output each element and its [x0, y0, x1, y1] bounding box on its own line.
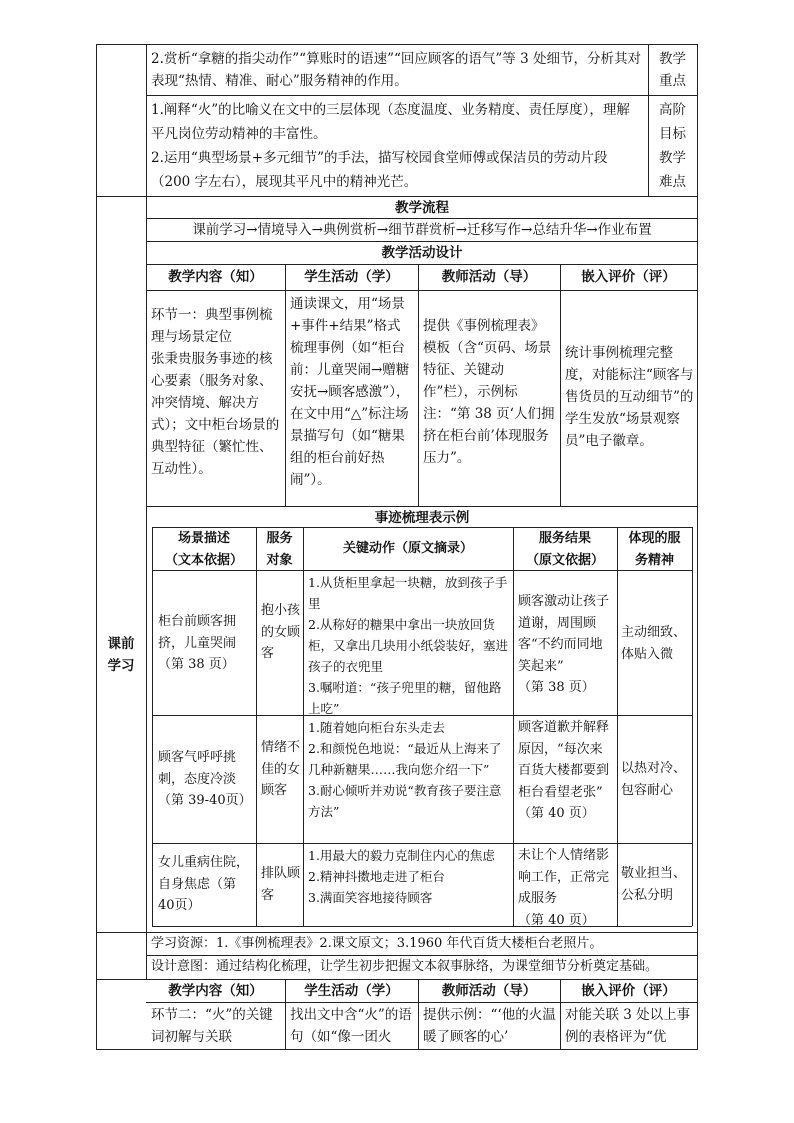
example-row2-target: 情绪不佳的女顾客 — [261, 740, 301, 798]
header-eval: 嵌入评价（评） — [581, 269, 676, 285]
example-header-result: 服务结果 （原文依据） — [525, 531, 604, 568]
example-title: 事迹梳理表示例 — [374, 510, 470, 526]
example-row1-spirit: 主动细致、体贴入微 — [621, 625, 687, 662]
example-row1-actions: 1.从货柜里拿起一块糖，放到孩子手里 2.从称好的糖果中拿出一块放回货柜，又拿出几块用小纸袋装好，塞进孩子的衣兜里 3.嘱咐道：“孩子兜里的糖，留他路上吃” — [308, 575, 509, 716]
stage1-teacher: 提供《事例梳理表》模板（含“页码、场景特征、关键动作”栏），示例标注：“第 38 页‘人们拥挤在柜台前’体现服务压力”。 — [423, 318, 555, 466]
example-header-spirit: 体现的服 务精神 — [628, 531, 681, 568]
example-row1-scene: 柜台前顾客拥挤，儿童哭闹 （第 38 页） — [158, 614, 237, 672]
example-row3-actions: 1.用最大的毅力克制住内心的焦虑 2.精神抖擞地走进了柜台 3.满面笑容地接待顾客 — [308, 848, 495, 905]
example-row3-target: 排队顾客 — [261, 866, 301, 903]
example-row1-result: 顾客激动让孩子道谢，周围顾客“不约而同地笑起来” （第 38 页） — [518, 594, 610, 695]
stage1-eval: 统计事例梳理完整度，对能标注“顾客与售货员的互动细节”的学生发放“场景观察员”电子徽章。 — [565, 345, 694, 449]
example-row3-scene: 女儿重病住院，自身焦虑（第 40页） — [158, 855, 250, 913]
stage2-row — [146, 1003, 697, 1049]
example-row3-spirit: 敬业担当、公私分明 — [621, 866, 687, 903]
example-header-actions: 关键动作（原文摘录） — [342, 541, 473, 556]
learning-resources: 学习资源：1.《事例梳理表》2.课文原文；3.1960 年代百货大楼柜台老照片。 — [151, 936, 603, 951]
header2-teacher: 教师活动（导） — [441, 983, 537, 999]
example-row2-scene: 顾客气呼呼挑刺，态度冷淡 （第 39-40页） — [158, 750, 252, 808]
example-row2-spirit: 以热对冷、包容耐心 — [621, 761, 687, 798]
flow-steps: 课前学习→情境导入→典例赏析→细节群赏析→迁移写作→总结升华→作业布置 — [192, 222, 652, 238]
header-teacher: 教师活动（导） — [441, 269, 537, 285]
stage1-content: 环节一：典型事例梳理与场景定位 张秉贵服务事迹的核心要素（服务对象、冲突情境、解决方式）；文中柜台场景的典型特征（繁忙性、互动性）。 — [151, 307, 280, 477]
header-student: 学生活动（学） — [304, 269, 399, 285]
stage2-student: 找出文中含“火”的语句（如“像一团火 — [290, 1007, 412, 1045]
header-content: 教学内容（知） — [168, 269, 263, 285]
flow-title: 教学流程 — [395, 200, 449, 216]
design-title: 教学活动设计 — [381, 245, 463, 261]
example-row3-result: 未让个人情绪影响工作，正常完成服务 （第 40 页） — [518, 848, 610, 928]
example-header-scene: 场景描述 （文本依据） — [164, 531, 243, 568]
header2-student: 学生活动（学） — [304, 983, 399, 999]
header2-eval: 嵌入评价（评） — [581, 983, 676, 999]
key-point-label: 教学 重点 — [659, 51, 686, 89]
side-label-pre-class: 课前 学习 — [107, 636, 135, 674]
hard-point-label: 高阶 目标 教学 难点 — [659, 102, 686, 190]
example-row1-target: 抱小孩的女顾客 — [261, 603, 301, 661]
stage2-content: 环节二：“火”的关键词初解与关联 — [151, 1007, 273, 1045]
example-header-target: 服务 对象 — [266, 531, 293, 568]
hard-point-text: 1.阐释“火”的比喻义在文中的三层体现（态度温度、业务精度、责任厚度），理解平凡岗位劳动精神的丰富性。 2.运用“典型场景+多元细节”的手法，描写校园食堂师傅或保洁员的劳动片段（200 字左右），展现其平凡中的精神光芒。 — [151, 102, 630, 190]
key-point-text: 2.赏析“拿糖的指尖动作”“算账时的语速”“回应顾客的语气”等 3 处细节，分析其对表现“热情、精准、耐心”服务精神的作用。 — [151, 51, 641, 89]
example-row2-actions: 1.随着她向柜台东头走去 2.和颜悦色地说：“最近从上海来了几种新糖果……我向您介绍一下” 3.耐心倾听并劝说“教育孩子要注意方法” — [308, 720, 502, 819]
stage2-eval: 对能关联 3 处以上事例的表格评为“优 — [565, 1007, 691, 1045]
stage1-student: 通读课文，用“场景+事件+结果”格式梳理事例（如“柜台前：儿童哭闹→赠糖安抚→顾客感激”），在文中用“△”标注场景描写句（如“糖果组的柜台前好热闹”）。 — [290, 296, 410, 488]
design-intent: 设计意图：通过结构化梳理，让学生初步把握文本叙事脉络，为课堂细节分析奠定基础。 — [151, 959, 659, 974]
example-row2-result: 顾客道歉并解释原因，“每次来百货大楼都要到柜台看望老张” （第 40 页） — [518, 720, 610, 821]
stage2-teacher: 提供示例：“‘他的火温暖了顾客的心’ — [423, 1007, 556, 1045]
header2-content: 教学内容（知） — [168, 983, 263, 999]
